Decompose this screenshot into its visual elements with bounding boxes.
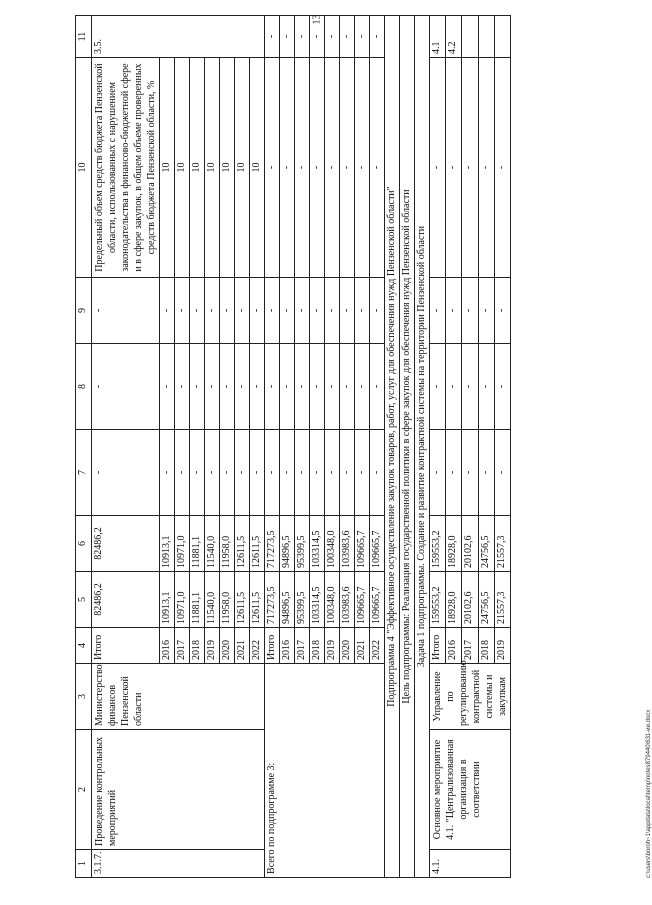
indicator-ref xyxy=(478,16,494,58)
table-cell: 82486,2 xyxy=(92,516,160,572)
table-cell: - xyxy=(280,278,295,344)
table-cell: 10 xyxy=(160,58,175,278)
year-cell: Итого xyxy=(430,628,446,664)
table-cell: 24756,5 xyxy=(478,516,494,572)
year-cell: 2019 xyxy=(205,628,220,664)
table-cell: - xyxy=(446,278,462,344)
table-cell: 10971,0 xyxy=(175,516,190,572)
table-cell: 20102,6 xyxy=(462,516,478,572)
table-cell: 11958,0 xyxy=(220,516,235,572)
table-cell: - xyxy=(446,58,462,278)
table-cell: 103314,5 xyxy=(310,516,325,572)
table-cell: 159553,2 xyxy=(430,516,446,572)
table-cell: - xyxy=(325,16,340,58)
indicator-ref: 4.1 xyxy=(430,16,446,58)
column-number: 11 xyxy=(76,16,92,58)
table-cell: - xyxy=(340,16,355,58)
year-cell: 2018 xyxy=(190,628,205,664)
table-cell: - xyxy=(355,58,370,278)
table-cell: 717273,5 xyxy=(265,516,280,572)
table-cell: 11958,0 xyxy=(220,572,235,628)
table-cell: 10913,1 xyxy=(160,572,175,628)
table-cell: - xyxy=(446,430,462,516)
executor: Управление по регулированию контрактной системы и закупкам xyxy=(430,664,511,730)
indicator-text: Предельный объем средств бюджета Пензенской области, использованных с нарушением законодательства в финансово-бюджетной сфере и в сфере закупок, в общем объеме проверенных средств бюджета Пензенской области, % xyxy=(92,58,160,278)
table-cell: - xyxy=(235,430,250,516)
column-number: 6 xyxy=(76,516,92,572)
indicator-ref xyxy=(462,16,478,58)
indicator-ref: 3.5. xyxy=(92,16,265,58)
table-cell: 20102,6 xyxy=(462,572,478,628)
table-cell: 11540,0 xyxy=(205,516,220,572)
table-cell: - xyxy=(494,344,510,430)
table-cell: 103314,5 xyxy=(310,572,325,628)
year-cell: 2020 xyxy=(340,628,355,664)
column-number: 3 xyxy=(76,664,92,730)
table-cell: 95399,5 xyxy=(295,516,310,572)
table-cell: 10 xyxy=(190,58,205,278)
table-cell: - xyxy=(310,430,325,516)
table-cell: - xyxy=(220,278,235,344)
table-cell: - xyxy=(355,344,370,430)
table-cell: - xyxy=(325,278,340,344)
table-cell: - xyxy=(205,344,220,430)
table-cell: - xyxy=(430,430,446,516)
table-cell: 100348,0 xyxy=(325,516,340,572)
table-cell: - xyxy=(220,430,235,516)
table-cell: - xyxy=(370,430,385,516)
table-cell: - xyxy=(205,278,220,344)
table-cell: - xyxy=(175,344,190,430)
table-cell: 12611,5 xyxy=(235,572,250,628)
table-cell: - xyxy=(462,344,478,430)
table-row xyxy=(92,16,160,878)
table-cell: 24756,5 xyxy=(478,572,494,628)
table-cell: - xyxy=(370,58,385,278)
column-number: 7 xyxy=(76,430,92,516)
table-cell: - xyxy=(430,344,446,430)
table-cell: - xyxy=(295,344,310,430)
table-cell: 10913,1 xyxy=(160,516,175,572)
table-cell: - xyxy=(478,344,494,430)
table-row xyxy=(430,16,446,878)
year-cell: 2022 xyxy=(250,628,265,664)
table-cell: - xyxy=(235,344,250,430)
table-cell: - xyxy=(370,16,385,58)
column-number: 9 xyxy=(76,278,92,344)
table-cell: 103983,6 xyxy=(340,516,355,572)
table-cell: 10 xyxy=(235,58,250,278)
table-cell: - xyxy=(446,344,462,430)
table-row xyxy=(400,16,415,878)
year-cell: 2017 xyxy=(295,628,310,664)
table-cell: - xyxy=(310,58,325,278)
table-cell: 10 xyxy=(175,58,190,278)
year-cell: 2016 xyxy=(160,628,175,664)
year-cell: 2016 xyxy=(280,628,295,664)
table-cell: 10971,0 xyxy=(175,572,190,628)
table-row xyxy=(385,16,400,878)
table-cell: - xyxy=(340,278,355,344)
table-cell: - xyxy=(190,430,205,516)
table-cell: - xyxy=(310,344,325,430)
table-cell: 10 xyxy=(250,58,265,278)
table-cell: - xyxy=(92,278,160,344)
table-cell: - xyxy=(190,278,205,344)
year-cell: 2018 xyxy=(310,628,325,664)
column-number: 4 xyxy=(76,628,92,664)
table-cell: 95399,5 xyxy=(295,572,310,628)
table-cell: - xyxy=(295,58,310,278)
year-cell: 2017 xyxy=(175,628,190,664)
budget-table xyxy=(75,15,511,878)
table-cell: - xyxy=(325,58,340,278)
table-cell: 109665,7 xyxy=(370,572,385,628)
table-cell: - xyxy=(295,16,310,58)
year-cell: 2020 xyxy=(220,628,235,664)
table-row xyxy=(265,16,280,878)
column-number: 10 xyxy=(76,58,92,278)
table-cell: - xyxy=(280,430,295,516)
table-cell: - xyxy=(92,344,160,430)
table-row xyxy=(76,16,92,878)
year-cell: Итого xyxy=(92,628,160,664)
table-cell: - xyxy=(265,58,280,278)
page-number: 13 xyxy=(311,14,323,25)
table-cell: 11881,1 xyxy=(190,516,205,572)
table-cell: 717273,5 xyxy=(265,572,280,628)
table-cell: 94896,5 xyxy=(280,572,295,628)
table-cell: 12611,5 xyxy=(250,572,265,628)
table-cell: - xyxy=(175,430,190,516)
table-cell: - xyxy=(325,344,340,430)
column-number: 1 xyxy=(76,850,92,878)
table-cell: 82486,2 xyxy=(92,572,160,628)
table-cell: - xyxy=(280,16,295,58)
table-cell: - xyxy=(295,430,310,516)
table-cell: - xyxy=(92,430,160,516)
year-cell: Итого xyxy=(265,628,280,664)
table-cell: 159553,2 xyxy=(430,572,446,628)
rotated-page xyxy=(75,16,652,878)
table-cell: 21557,3 xyxy=(494,572,510,628)
table-cell: - xyxy=(280,344,295,430)
file-path-footer: c:\users\boroh~1\appdata\local\temp\notes879440\631-ии.docx xyxy=(646,709,652,878)
activity-name: Проведение контрольных мероприятий xyxy=(92,730,265,850)
row-number: 4.1. xyxy=(430,850,511,878)
subprogram-title: Подпрограмма 4 "Эффективное осуществление закупок товаров, работ, услуг для обеспечения нужд Пензенской области" xyxy=(385,16,400,878)
year-cell: 2021 xyxy=(355,628,370,664)
table-cell: - xyxy=(160,430,175,516)
table-cell: - xyxy=(205,430,220,516)
table-cell: - xyxy=(430,58,446,278)
table-cell: 12611,5 xyxy=(235,516,250,572)
table-cell: - xyxy=(478,58,494,278)
table-cell: - xyxy=(265,278,280,344)
column-number: 8 xyxy=(76,344,92,430)
row-number: 3.1.7. xyxy=(92,850,265,878)
total-label: Всего по подпрограмме 3: xyxy=(265,664,385,878)
table-cell: - xyxy=(494,430,510,516)
table-cell: 12611,5 xyxy=(250,516,265,572)
table-cell: 18928,0 xyxy=(446,516,462,572)
table-cell: - xyxy=(462,430,478,516)
table-cell: 18928,0 xyxy=(446,572,462,628)
table-cell: - xyxy=(355,278,370,344)
table-cell: 109665,7 xyxy=(355,516,370,572)
table-cell: - xyxy=(190,344,205,430)
indicator-ref: 4.2 xyxy=(446,16,462,58)
table-cell: - xyxy=(478,278,494,344)
table-cell: 10 xyxy=(205,58,220,278)
table-row xyxy=(415,16,430,878)
year-cell: 2018 xyxy=(478,628,494,664)
table-cell: 11881,1 xyxy=(190,572,205,628)
table-cell: 100348,0 xyxy=(325,572,340,628)
table-cell: - xyxy=(295,278,310,344)
column-number: 2 xyxy=(76,730,92,850)
table-cell: - xyxy=(175,278,190,344)
year-cell: 2022 xyxy=(370,628,385,664)
table-cell: - xyxy=(462,278,478,344)
table-cell: 10 xyxy=(220,58,235,278)
table-cell: - xyxy=(250,344,265,430)
executor: Министерство финансов Пензенской области xyxy=(92,664,265,730)
table-cell: - xyxy=(340,58,355,278)
year-cell: 2017 xyxy=(462,628,478,664)
table-cell: - xyxy=(310,16,325,58)
table-cell: - xyxy=(355,430,370,516)
table-cell: - xyxy=(462,58,478,278)
year-cell: 2021 xyxy=(235,628,250,664)
subprogram-task: Задача 1 подпрограммы. Создание и развитие контрактной системы на территории Пензенской области xyxy=(415,16,430,878)
table-cell: - xyxy=(494,278,510,344)
table-cell: - xyxy=(355,16,370,58)
table-cell: - xyxy=(430,278,446,344)
activity-name: Основное мероприятие 4.1. "Централизованная организация в соответствии xyxy=(430,730,511,850)
table-cell: 103983,6 xyxy=(340,572,355,628)
table-cell: - xyxy=(265,344,280,430)
table-cell: 94896,5 xyxy=(280,516,295,572)
subprogram-goal: Цель подпрограммы: Реализация государственной политики в сфере закупок для обеспечения нужд Пензенской области xyxy=(400,16,415,878)
table-cell: - xyxy=(265,430,280,516)
table-cell: - xyxy=(160,344,175,430)
year-cell: 2016 xyxy=(446,628,462,664)
table-cell: - xyxy=(220,344,235,430)
table-cell: - xyxy=(250,278,265,344)
table-cell: - xyxy=(280,58,295,278)
table-cell: - xyxy=(250,430,265,516)
table-cell: - xyxy=(235,278,250,344)
table-body xyxy=(76,16,511,878)
table-cell: 11540,0 xyxy=(205,572,220,628)
table-cell: - xyxy=(370,344,385,430)
table-cell: 109665,7 xyxy=(355,572,370,628)
table-cell: - xyxy=(340,430,355,516)
table-cell: 109665,7 xyxy=(370,516,385,572)
table-cell: - xyxy=(494,58,510,278)
table-cell: - xyxy=(478,430,494,516)
column-number: 5 xyxy=(76,572,92,628)
table-cell: - xyxy=(160,278,175,344)
year-cell: 2019 xyxy=(494,628,510,664)
indicator-ref xyxy=(494,16,510,58)
table-cell: - xyxy=(340,344,355,430)
table-cell: - xyxy=(265,16,280,58)
table-cell: - xyxy=(310,278,325,344)
year-cell: 2019 xyxy=(325,628,340,664)
table-cell: - xyxy=(370,278,385,344)
table-cell: - xyxy=(325,430,340,516)
table-cell: 21557,3 xyxy=(494,516,510,572)
